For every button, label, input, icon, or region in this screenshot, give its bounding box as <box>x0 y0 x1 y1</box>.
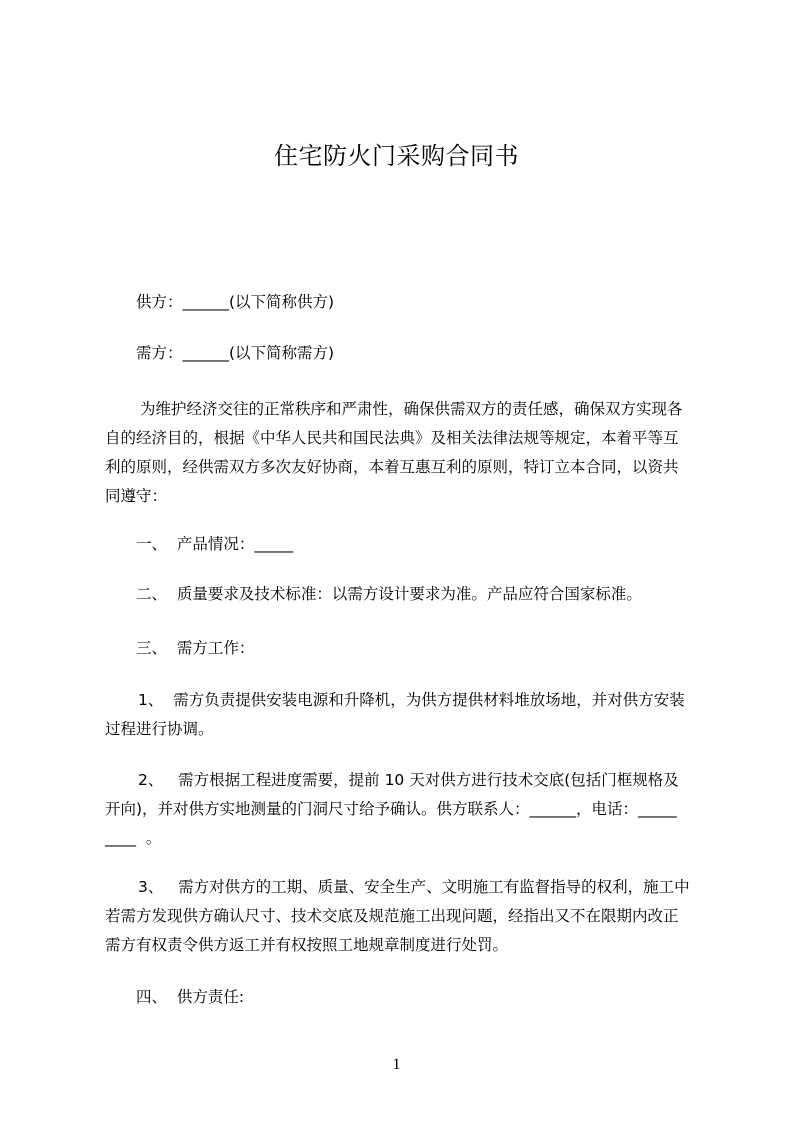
intro-paragraph <box>105 395 705 511</box>
page-number: 1 <box>392 1056 401 1073</box>
intro-line-2: 自的经济目的，根据《中华人民共和国民法典》及相关法律法规等规定，本着平等互 <box>105 429 679 447</box>
section-4-heading: 四、 供方责任: <box>136 988 245 1006</box>
item-1-line-2: 过程进行协调。 <box>105 720 214 738</box>
intro-line-4: 同遵守： <box>105 487 168 505</box>
intro-line-1: 为维护经济交往的正常秩序和严肃性，确保供需双方的责任感，确保双方实现各 <box>140 400 683 418</box>
supplier-line: 供方：______(以下简称供方) <box>136 293 335 311</box>
item-2-line-1: 2、 需方根据工程进度需要，提前 10 天对供方进行技术交底(包括门框规格及 <box>138 771 679 789</box>
item-2-line-3: ____ 。 <box>105 829 162 847</box>
item-3-paragraph <box>105 873 705 960</box>
document-title: 住宅防火门采购合同书 <box>274 142 519 170</box>
section-2-heading: 二、 质量要求及技术标准：以需方设计要求为准。产品应符合国家标准。 <box>136 585 642 603</box>
item-1-paragraph <box>105 686 705 744</box>
buyer-line: 需方：______(以下简称需方) <box>136 344 335 362</box>
item-3-line-1: 3、 需方对供方的工期、质量、安全生产、文明施工有监督指导的权利，施工中 <box>138 878 690 896</box>
item-2-line-2: 开向)，并对供方实地测量的门洞尺寸给予确认。供方联系人：______，电话：_____ <box>105 800 677 818</box>
item-3-line-3: 需方有权责令供方返工并有权按照工地规章制度进行处罚。 <box>105 936 509 954</box>
item-2-paragraph <box>105 766 705 853</box>
item-1-line-1: 1、 需方负责提供安装电源和升降机，为供方提供材料堆放场地，并对供方安装 <box>138 691 685 709</box>
item-3-line-2: 若需方发现供方确认尺寸、技术交底及规范施工出现问题，经指出又不在限期内改正 <box>105 907 679 925</box>
intro-line-3: 利的原则，经供需双方多次友好协商，本着互惠互利的原则，特订立本合同，以资共 <box>105 458 679 476</box>
section-3-heading: 三、 需方工作： <box>136 639 255 657</box>
section-1-heading: 一、 产品情况：_____ <box>136 535 294 553</box>
